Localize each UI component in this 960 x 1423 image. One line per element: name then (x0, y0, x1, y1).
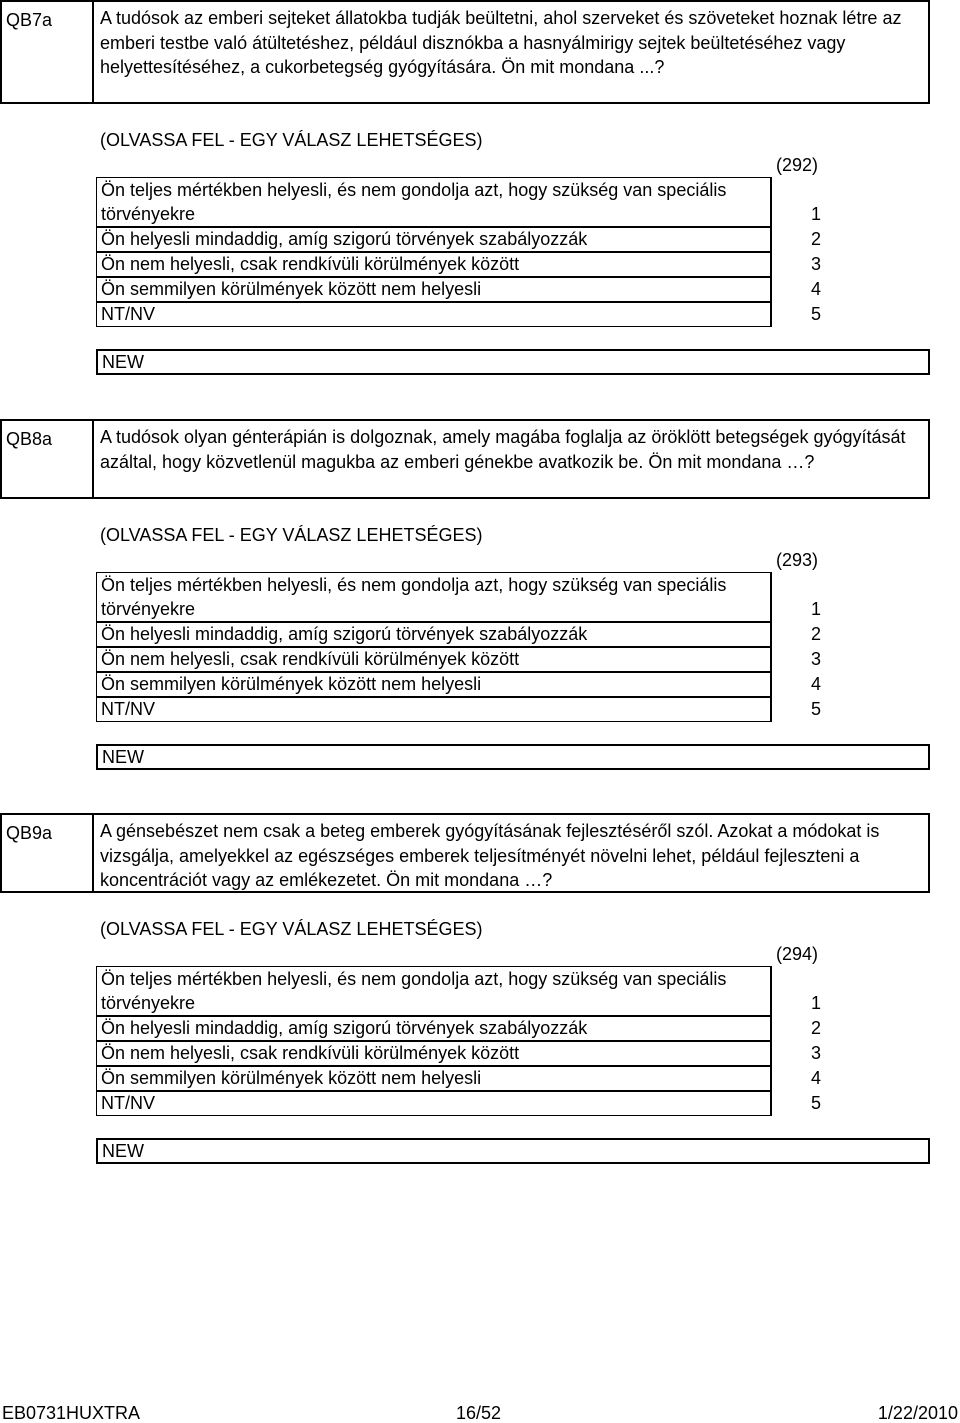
answer-option: Ön semmilyen körülmények között nem helyesli (96, 672, 772, 697)
answer-option: NT/NV (96, 1091, 772, 1116)
variable-code: (293) (776, 550, 819, 570)
question-text: A tudósok olyan génterápián is dolgoznak, amely magába foglalja az öröklött betegségek gyógyítását azáltal, hogy közvetlenül magukba az emberi génekbe avatkozik be. Ön mit mondana …? (94, 419, 930, 499)
instruction: (OLVASSA FEL - EGY VÁLASZ LEHETSÉGES) (100, 130, 483, 150)
answer-code: 3 (810, 649, 821, 669)
instruction: (OLVASSA FEL - EGY VÁLASZ LEHETSÉGES) (100, 919, 483, 939)
footer-page-number: 16/52 (456, 1403, 502, 1423)
answer-code: 4 (810, 279, 821, 299)
answer-code: 3 (810, 254, 821, 274)
question-id: QB9a (0, 813, 94, 893)
answer-option: Ön teljes mértékben helyesli, és nem gondolja azt, hogy szükség van speciális törvényekre (96, 177, 772, 227)
answer-option: NT/NV (96, 697, 772, 722)
new-marker: NEW (96, 349, 930, 375)
footer-doc-code: EB0731HUXTRA (2, 1403, 141, 1423)
question-id: QB7a (0, 0, 94, 104)
answer-option: Ön helyesli mindaddig, amíg szigorú törvények szabályozzák (96, 227, 772, 252)
instruction: (OLVASSA FEL - EGY VÁLASZ LEHETSÉGES) (100, 525, 483, 545)
answer-code: 5 (810, 304, 821, 324)
question-text: A génsebészet nem csak a beteg emberek gyógyításának fejlesztéséről szól. Azokat a módokat is vizsgálja, amelyekkel az egészséges emberek teljesítményét növelni lehet, például fejleszteni a koncentrációt vagy az emlékezetet. Ön mit mondana …? (94, 813, 930, 893)
answer-option: Ön helyesli mindaddig, amíg szigorú törvények szabályozzák (96, 1016, 772, 1041)
variable-code: (294) (776, 944, 819, 964)
question-text: A tudósok az emberi sejteket állatokba tudják beültetni, ahol szerveket és szöveteket hoznak létre az emberi testbe való átültetéshez, például disznókba a hasnyálmirigy sejtek beültetéséhez vagy helyettesítéséhez, a cukorbetegség gyógyítására. Ön mit mondana ...? (94, 0, 930, 104)
answer-code: 3 (810, 1043, 821, 1063)
footer-date: 1/22/2010 (877, 1403, 958, 1423)
answer-option: Ön nem helyesli, csak rendkívüli körülmények között (96, 647, 772, 672)
answer-option: NT/NV (96, 302, 772, 327)
answer-option: Ön teljes mértékben helyesli, és nem gondolja azt, hogy szükség van speciális törvényekre (96, 572, 772, 622)
answer-code: 4 (810, 1068, 821, 1088)
answer-code: 4 (810, 674, 821, 694)
answer-option: Ön nem helyesli, csak rendkívüli körülmények között (96, 252, 772, 277)
answer-option: Ön helyesli mindaddig, amíg szigorú törvények szabályozzák (96, 622, 772, 647)
answer-code: 1 (810, 204, 821, 224)
answer-code: 5 (810, 699, 821, 719)
answer-code: 1 (810, 599, 821, 619)
new-marker: NEW (96, 1138, 930, 1164)
answer-code: 2 (810, 624, 821, 644)
answer-code: 2 (810, 1018, 821, 1038)
answer-option: Ön semmilyen körülmények között nem helyesli (96, 277, 772, 302)
answer-code: 2 (810, 229, 821, 249)
answer-option: Ön teljes mértékben helyesli, és nem gondolja azt, hogy szükség van speciális törvényekre (96, 966, 772, 1016)
question-id: QB8a (0, 419, 94, 499)
answer-code: 5 (810, 1093, 821, 1113)
variable-code: (292) (776, 155, 819, 175)
new-marker: NEW (96, 744, 930, 770)
answer-code: 1 (810, 993, 821, 1013)
answer-option: Ön semmilyen körülmények között nem helyesli (96, 1066, 772, 1091)
answer-option: Ön nem helyesli, csak rendkívüli körülmények között (96, 1041, 772, 1066)
